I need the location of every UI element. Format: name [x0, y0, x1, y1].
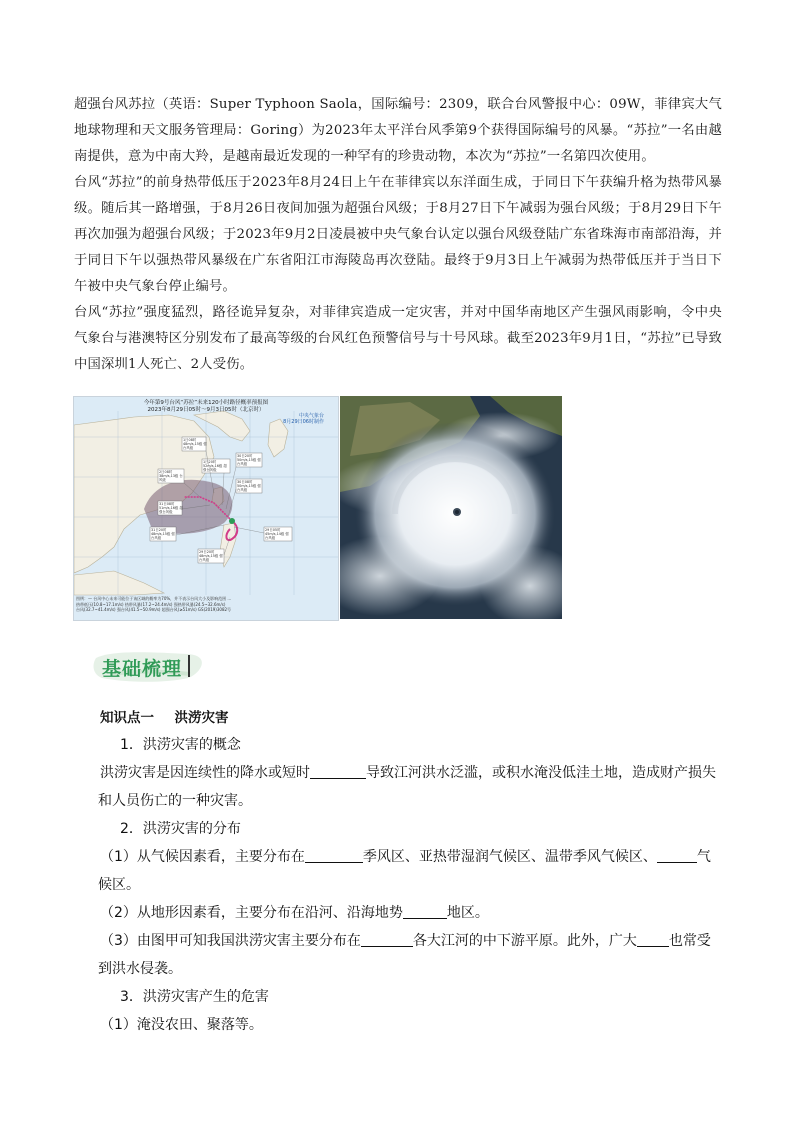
item-2-3-text-c: 也常受 — [668, 933, 711, 949]
knowledge-point-label: 知识点一 — [100, 710, 154, 726]
fill-in-blank-6[interactable] — [637, 932, 669, 947]
forecast-label: 31日08时 51m/s,16级 超强台风级 — [159, 502, 183, 514]
legend-line-2: 热带低压(10.8~17.1m/s) 热带风暴(17.2~24.4m/s) 强热带风暴(24.5~32.6m/s) — [76, 601, 226, 607]
map-title — [74, 400, 338, 414]
item-2-1-line-2: 候区。 — [98, 877, 140, 893]
fill-in-blank-4[interactable] — [403, 904, 447, 919]
item-2-title: 2．洪涝灾害的分布 — [120, 821, 241, 837]
typhoon-track-map — [73, 396, 339, 621]
forecast-label: 29日20时 48m/s,15级 强台风级 — [199, 550, 223, 562]
heading-title: 基础梳理 — [102, 658, 183, 680]
legend-line-1: 图例：— 台风中心未来可能位于该区域的概率为70%，并不表示台风大小及影响范围 … — [76, 596, 232, 601]
legend-line-3: 台风(32.7~41.4m/s) 强台风(41.5~50.9m/s) 超强台风(≥51m/s) GS(2019)3082号 — [76, 607, 232, 612]
fill-in-blank-3[interactable] — [657, 848, 697, 863]
logo-line-2: 8月29日06时制作 — [283, 419, 324, 425]
forecast-label: 31日20时 48m/s,15级 强台风级 — [151, 528, 175, 540]
forecast-label: 30日08时 50m/s,15级 强台风级 — [237, 480, 261, 492]
map-title-line-1: 今年第9号台风“苏拉”未来120小时路径概率预报图 — [143, 400, 269, 406]
item-2-1-line — [100, 846, 711, 866]
item-2-1-text-a: （1）从气候因素看，主要分布在 — [100, 849, 305, 865]
item-2-3-line-2: 到洪水侵袭。 — [98, 961, 182, 977]
forecast-label: 1日08时 48m/s,15级 强台风级 — [183, 438, 207, 450]
forecast-label: 1日20时 52m/s,16级 超强台风级 — [203, 460, 227, 472]
item-2-2-text-a: （2）从地形因素看，主要分布在沿河、沿海地势 — [100, 905, 403, 921]
item-2-2-line — [100, 902, 489, 922]
forecast-label: 2日08时 38m/s,13级 台风级 — [159, 470, 183, 482]
intro-text — [74, 92, 722, 378]
map-graphic — [74, 397, 338, 620]
fill-in-blank-1[interactable] — [310, 764, 366, 779]
knowledge-point-title: 洪涝灾害 — [174, 710, 229, 726]
item-2-2-text-b: 地区。 — [446, 905, 489, 921]
map-title-line-2: 2023年8月29日05时～9月3日05时（北京时） — [147, 407, 265, 413]
fill-in-blank-2[interactable] — [305, 848, 363, 863]
item-2-1-text-b: 季风区、亚热带湿润气候区、温带季风气候区、 — [362, 849, 657, 865]
intro-paragraph-3: 台风“苏拉”强度猛烈，路径诡异复杂，对菲律宾造成一定灾害，并对中国华南地区产生强风雨影响，令中央气象台与港澳特区分别发布了最高等级的台风红色预警信号与十号风球。截至2023年9月1日，“苏拉”已导致中国深圳1人死亡、2人受伤。 — [74, 305, 722, 372]
item-2-3-text-a: （3）由图甲可知我国洪涝灾害主要分布在 — [100, 933, 361, 949]
satellite-graphic — [340, 396, 562, 619]
item-1-text-a: 洪涝灾害是因连续性的降水或短时 — [100, 765, 310, 781]
forecast-label: 29日05时 45m/s,14级 强台风级 — [265, 528, 289, 540]
logo-line-1: 中央气象台 — [298, 413, 324, 419]
fill-in-blank-5[interactable] — [361, 932, 413, 947]
intro-paragraph-1: 超强台风苏拉（英语：Super Typhoon Saola，国际编号：2309，联合台风警报中心：09W，菲律宾大气地球物理和天文服务管理局：Goring）为2023年太平洋台风季第9个获得国际编号的风暴。“苏拉”一名由越南提供，意为中南大羚，是越南最近发现的一种罕有的珍贵动物，本次为“苏拉”一名第四次使用。 — [74, 97, 722, 164]
item-2-3-line — [100, 930, 711, 950]
item-1-line-2: 和人员伤亡的一种灾害。 — [98, 793, 252, 809]
forecast-label: 30日20时 50m/s,15级 强台风级 — [237, 454, 261, 466]
section-heading — [92, 644, 292, 688]
item-1-line-1 — [100, 762, 716, 782]
item-1-title: 1．洪涝灾害的概念 — [120, 737, 241, 753]
intro-paragraph-2: 台风“苏拉”的前身热带低压于2023年8月24日上午在菲律宾以东洋面生成，于同日下午获编升格为热带风暴级。随后其一路增强，于8月26日夜间加强为超强台风级；于8月27日下午减弱为强台风级；于8月29日下午再次加强为超强台风级；于2023年9月2日凌晨被中央气象台认定以强台风级登陆广东省珠海市南部沿海，并于同日下午以强热带风暴级在广东省阳江市海陵岛再次登陆。最终于9月3日上午减弱为热带低压并于当日下午被中央气象台停止编号。 — [74, 175, 722, 294]
item-3-1-line: （1）淹没农田、聚落等。 — [100, 1017, 263, 1033]
item-2-1-text-c: 气 — [696, 849, 711, 865]
item-3-title: 3．洪涝灾害产生的危害 — [120, 989, 269, 1005]
knowledge-point-heading — [100, 706, 228, 726]
item-1-text-b: 导致江河洪水泛滥，或积水淹没低洼土地，造成财产损失 — [366, 765, 716, 781]
cma-logo — [283, 413, 324, 425]
map-legend — [76, 596, 334, 613]
satellite-image — [340, 396, 562, 619]
text-cursor — [188, 655, 190, 677]
item-2-3-text-b: 各大江河的中下游平原。此外，广大 — [412, 933, 637, 949]
